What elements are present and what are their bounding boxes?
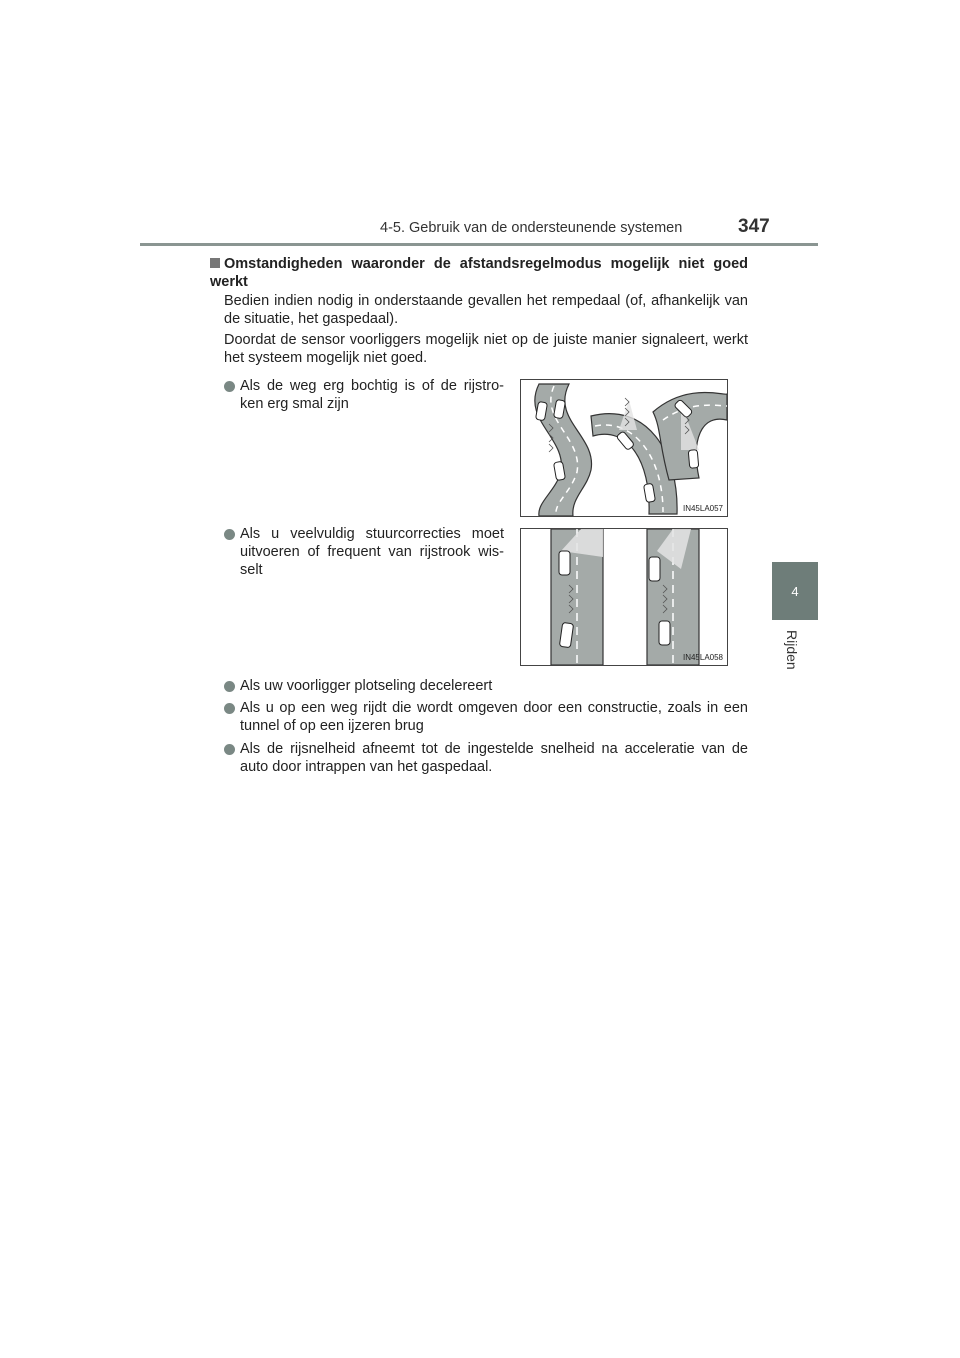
list-item-text: Als u op een weg rijdt die wordt omgeven door een constructie, zoals in een tunnel of op een ijzeren brug: [240, 700, 748, 734]
bullet-dot-icon: [224, 529, 235, 540]
list-item: [224, 699, 748, 735]
chapter-tab: [772, 562, 818, 620]
curvy-roads-illustration: [521, 380, 727, 516]
bullet-dot-icon: [224, 744, 235, 755]
paragraph: Doordat de sensor voorliggers mogelijk niet op de juiste manier signaleert, werkt het systeem mogelijk niet goed.: [224, 332, 748, 366]
chapter-number: 4: [791, 583, 799, 599]
list-item: [224, 677, 748, 695]
section-heading: [210, 255, 748, 291]
page-number: 347: [738, 216, 770, 237]
figure-curvy-roads: [520, 379, 728, 517]
header-rule: [140, 243, 818, 246]
figure-code: IN45LA057: [682, 504, 723, 513]
header-section-title: 4-5. Gebruik van de ondersteunende systemen: [380, 220, 683, 236]
list-item: [224, 740, 748, 776]
chapter-label: Rijden: [784, 630, 800, 670]
bullet-dot-icon: [224, 381, 235, 392]
list-item-text: Als de rijsnelheid afneemt tot de ingestelde snelheid na acceleratie van de auto door intrappen van het gaspedaal.: [240, 741, 748, 775]
list-item-text: Als u veelvuldig stuurcorrecties moet uitvoeren of frequent van rijstrook wis-selt: [240, 526, 504, 578]
bullet-dot-icon: [224, 703, 235, 714]
lane-changes-illustration: [521, 529, 727, 665]
figure-lane-changes: [520, 528, 728, 666]
figure-code: IN45LA058: [682, 653, 723, 662]
list-item: [224, 525, 504, 579]
square-bullet-icon: [210, 258, 220, 268]
list-item-text: Als de weg erg bochtig is of de rijstro-ken erg smal zijn: [240, 378, 504, 412]
paragraph: Bedien indien nodig in onderstaande gevallen het rempedaal (of, afhankelijk van de situatie, het gaspedaal).: [224, 293, 748, 327]
bullet-dot-icon: [224, 681, 235, 692]
list-item: [224, 377, 504, 413]
list-item-text: Als uw voorligger plotseling decelereert: [240, 678, 493, 694]
section-heading-text: Omstandigheden waaronder de afstandsregelmodus mogelijk niet goed werkt: [210, 256, 748, 290]
